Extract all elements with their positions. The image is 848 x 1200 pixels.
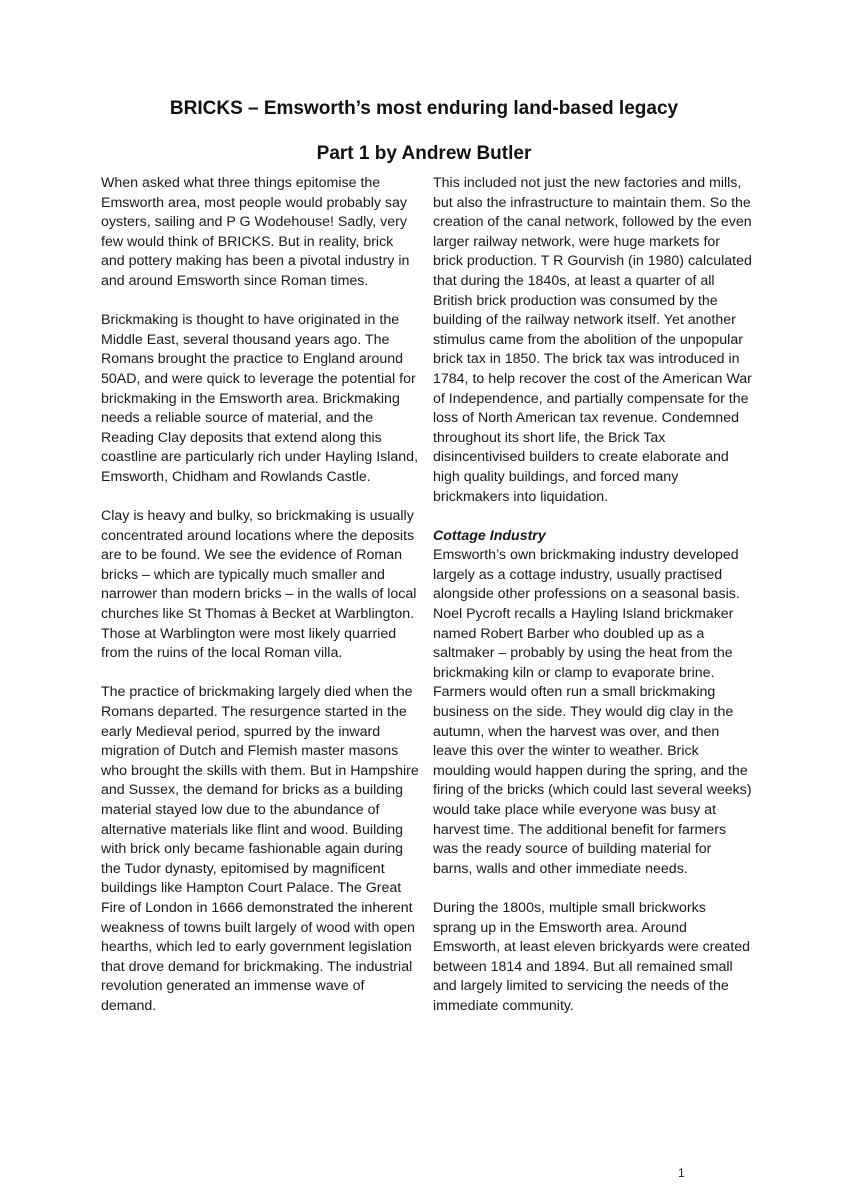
paragraph: During the 1800s, multiple small brickworks sprang up in the Emsworth area. Around Emsworth, at least eleven brickyards were created between 1814 and 1894. But all remained small and largely limited to servicing the needs of the immediate community. [433,899,750,1014]
paragraph: Brickmaking is thought to have originated in the Middle East, several thousand years ago. The Romans brought the practice to England around 50AD, and were quick to leverage the potential for brickmaking in the Emsworth area. Brickmaking needs a reliable source of material, and the Reading Clay deposits that extend along this coastline are particularly rich under Hayling Island, Emsworth, Chidham and Rowlands Castle. [101,312,419,485]
paragraph: The practice of brickmaking largely died when the Romans departed. The resurgence started in the early Medieval period, spurred by the inward migration of Dutch and Flemish master masons who brought the skills with them. But in Hampshire and Sussex, the demand for bricks as a building material stayed low due to the abundance of alternative materials like flint and wood. Building with brick only became fashionable again during the Tudor dynasty, epitomised by magnificent buildings like Hampton Court Palace. The Great Fire of London in 1666 demonstrated the inherent weakness of towns built largely of wood with open hearths, which led to early government legislation that drove demand for brickmaking. The industrial revolution generated an immense wave of demand. [101,684,419,1014]
left-column [101,174,419,1036]
article-subtitle: Part 1 by Andrew Butler [316,143,532,164]
article-title: BRICKS – Emsworth’s most enduring land-based legacy [169,98,679,119]
right-column [433,174,753,1017]
paragraph: Emsworth’s own brickmaking industry developed largely as a cottage industry, usually practised alongside other professions on a seasonal basis. Noel Pycroft recalls a Hayling Island brickmaker named Robert Barber who doubled up as a saltmaker – probably by using the heat from the brickmaking kiln or clamp to evaporate brine. Farmers would often run a small brickmaking business on the side. They would dig clay in the autumn, when the harvest was over, and then leave this over the winter to weather. Brick moulding would happen during the spring, and the firing of the bricks (which could last several weeks) would take place while everyone was busy at harvest time. The additional benefit for farmers was the ready source of building material for barns, walls and other immediate needs. [433,547,752,877]
section-heading: Cottage Industry [433,527,546,544]
paragraph: This included not just the new factories and mills, but also the infrastructure to maintain them. So the creation of the canal network, followed by the even larger railway network, were huge markets for brick production. T R Gourvish (in 1980) calculated that during the 1840s, at least a quarter of all British brick production was consumed by the building of the railway network itself. Yet another stimulus came from the abolition of the unpopular brick tax in 1850. The brick tax was introduced in 1784, to help recover the cost of the American War of Independence, and partially compensate for the loss of North American tax revenue. Condemned throughout its short life, the Brick Tax disincentivised builders to create elaborate and high quality buildings, and forced many brickmakers into liquidation. [433,175,752,505]
paragraph: Clay is heavy and bulky, so brickmaking is usually concentrated around locations where the deposits are to be found. We see the evidence of Roman bricks – which are typically much smaller and narrower than modern bricks – in the walls of local churches like St Thomas à Becket at Warblington. Those at Warblington were most likely quarried from the ruins of the local Roman villa. [101,508,417,662]
page-number: 1 [678,1166,685,1180]
paragraph: When asked what three things epitomise the Emsworth area, most people would probably say oysters, sailing and P G Wodehouse! Sadly, very few would think of BRICKS. But in reality, brick and pottery making has been a pivotal industry in and around Emsworth since Roman times. [101,175,410,289]
